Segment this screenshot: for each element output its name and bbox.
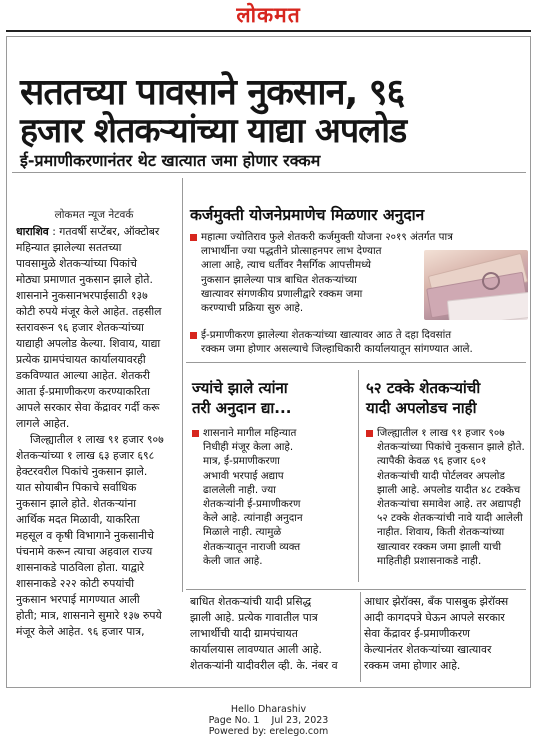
- text-line: नाहीत. शिवाय, किती शेतकऱ्यांच्या: [377, 526, 505, 539]
- text-line: पंचनामे करून त्याचा अहवाल राज्य: [16, 545, 153, 558]
- masthead-rule: [6, 30, 531, 32]
- currency-notes-photo: [424, 250, 528, 320]
- box-divider: [186, 589, 526, 590]
- column-rule: [360, 592, 361, 682]
- text-line: यात सोयाबीन पिकाचे सर्वाधिक: [16, 481, 137, 494]
- text-line: शेतकऱ्यांनी यादीवरील व्ही. के. नंबर व: [190, 659, 338, 672]
- bullet-icon: [366, 430, 373, 437]
- text-line: आधार झेरॉक्स, बँक पासबुक झेरॉक्स: [364, 595, 509, 608]
- text-line: बाधित शेतकऱ्यांची यादी प्रसिद्ध: [190, 595, 312, 608]
- footer-edition: Hello Dharashiv: [230, 704, 307, 715]
- box3-body: [366, 426, 528, 568]
- text-line: महात्मा ज्योतिराव फुले शेतकरी कर्जमुक्ती योजना २०१९ अंतर्गत पात्र: [190, 230, 522, 244]
- column-rule: [358, 370, 359, 582]
- text-line: लाभार्थीची यादी ग्रामपंचायत: [190, 627, 298, 640]
- text-line: शासनाने मागील महिन्यात: [192, 426, 352, 440]
- heading-line: ५२ टक्के शेतकऱ्यांची: [366, 379, 481, 397]
- heading-line: तरी अनुदान द्या...: [192, 399, 292, 417]
- text-line: शेतकऱ्यांच्या पिकांचे नुकसान झाले होते.: [377, 441, 525, 454]
- headline-line-2: हजार शेतकऱ्यांच्या याद्या अपलोड: [20, 111, 407, 151]
- text-line: महसूल व कृषी विभागाने नुकसानीचे: [16, 529, 154, 542]
- dateline: धाराशिव: [16, 225, 49, 238]
- text-line: खात्यावर संगणकीय प्रणालीद्वारे रक्कम जमा: [201, 287, 363, 300]
- text-line: मात्र, ई-प्रमाणीकरणा: [203, 455, 280, 468]
- text-line: शेतकऱ्यातून नाराजी व्यक्त: [203, 540, 301, 553]
- text-line: नुकसान झालेल्या पात्र बाधित शेतकऱ्यांच्या: [201, 273, 357, 286]
- text-line: नुकसान झाले होते. शेतकऱ्यांना: [16, 497, 137, 510]
- text-line: शासनाकडे पाठविला होता. याद्वारे: [16, 561, 145, 574]
- footer-page-date: Page No. 1 Jul 23, 2023: [208, 715, 329, 726]
- text-line: मंजूर केले आहेत. ९६ हजार पात्र,: [16, 625, 145, 638]
- masthead: [0, 0, 537, 30]
- text-line: आला आहे, त्याच धर्तीवर नैसर्गिक आपत्तीमध्ये: [201, 259, 371, 272]
- text-line: शेतकऱ्यांचा समावेश आहे. तर अद्यापही: [377, 498, 521, 511]
- text-line: कोटी रुपये मंजूर केले आहेत. तहसील: [16, 305, 162, 318]
- bullet-icon: [192, 430, 199, 437]
- text-line: त्यापैकी केवळ ९६ हजार ६०१: [377, 455, 487, 468]
- text-line: डकविण्यात आल्या आहेत. शेतकरी: [16, 369, 150, 382]
- text-line: पावसामुळे शेतकऱ्यांच्या पिकांचे: [16, 257, 137, 270]
- subheadline: ई-प्रमाणीकरणानंतर थेट खात्यात जमा होणार रक्कम: [20, 151, 321, 170]
- byline: लोकमत न्यूज नेटवर्क: [54, 209, 134, 221]
- heading-line: ज्यांचे झाले त्यांना: [192, 379, 288, 397]
- text-line: जिल्ह्यातील १ लाख ९१ हजार ९०७: [30, 433, 164, 446]
- text-line: कार्यालयास लावण्यात आली आहे.: [190, 643, 322, 656]
- bullet-icon: [190, 234, 197, 241]
- text-line: करण्याची प्रक्रिया सुरु आहे.: [201, 302, 304, 315]
- text-line: शासनाकडे २२२ कोटी रुपयांची: [16, 577, 135, 590]
- box-divider: [186, 362, 526, 363]
- text-line: रक्कम जमा होणार आहे.: [364, 659, 461, 672]
- text-line: धाराशिव : गतवर्षी सप्टेंबर, ऑक्टोबर: [16, 225, 160, 238]
- text-line: आता ई-प्रमाणीकरण करण्याकरिता: [16, 385, 150, 398]
- text-line: मिळाले नाही. त्यामुळे: [203, 526, 282, 539]
- section-heading-grant-demand: [192, 378, 352, 418]
- text-line: आपले सरकार सेवा केंद्रावर गर्दी करू: [16, 401, 160, 414]
- text-line: शासनाने नुकसानभरपाईसाठी १३७: [16, 289, 148, 302]
- text-line: सेवा केंद्रावर ई-प्रमाणीकरण: [364, 627, 470, 640]
- newspaper-logo: लोकमत: [236, 2, 301, 27]
- box1-paragraph-2: [190, 328, 526, 356]
- headline-line-1: सततच्या पावसाने नुकसान, ९६: [20, 72, 405, 113]
- heading-line: यादी अपलोडच नाही: [366, 399, 477, 417]
- text-line: याद्याही अपलोड केल्या. शिवाय, याद्या: [16, 337, 161, 350]
- article-column-1: [16, 224, 176, 640]
- text-line: आदी कागदपत्रे घेऊन आपले सरकार: [364, 611, 505, 624]
- article-column-2: [190, 594, 356, 674]
- text-line: जिल्ह्यातील १ लाख ९१ हजार ९०७: [366, 426, 528, 440]
- text-line: ढाललेली नाही. ज्या: [203, 483, 276, 496]
- text-line: रक्कम जमा होणार असल्याचे जिल्हाधिकारी कार्यालयातून सांगण्यात आले.: [201, 343, 473, 356]
- text-line: शेतकऱ्यांनी ई-प्रमाणीकरण: [203, 498, 301, 511]
- text-line: मोठ्या प्रमाणात नुकसान झाले होते.: [16, 273, 153, 286]
- text-line: केल्यानंतर शेतकऱ्यांच्या खात्यावर: [364, 643, 492, 656]
- headline-divider: [12, 172, 526, 173]
- section-heading-list-not-uploaded: [366, 378, 526, 418]
- article-column-3: [364, 594, 528, 674]
- column-rule: [182, 178, 183, 592]
- footer-powered-by: Powered by: erelego.com: [208, 726, 329, 737]
- text-line: लाभार्थीना ज्या पद्धतीने प्रोत्साहनपर लाभ देण्यात: [201, 245, 382, 258]
- text-line: अभावी भरपाई अद्याप: [203, 469, 284, 482]
- text-line: झाली आहे. अपलोड यादीत ४८ टक्केच: [377, 483, 521, 496]
- text-line: हेक्टरवरील पिकांचे नुकसान झाले.: [16, 465, 148, 478]
- section-heading-loan-waiver: कर्जमुक्ती योजनेप्रमाणेच मिळणार अनुदान: [190, 206, 425, 224]
- text-line: होती; मात्र, शासनाने सुमारे १३७ रुपये: [16, 609, 162, 622]
- text-line: महिन्यात झालेल्या सततच्या: [16, 241, 122, 254]
- page-footer: [0, 704, 537, 737]
- text-line: केली जात आहे.: [203, 554, 263, 567]
- text-line: लागले आहेत.: [16, 417, 70, 430]
- bullet-icon: [190, 332, 197, 339]
- text-line: ५२ टक्के शेतकऱ्यांची नावे यादी आलेली: [377, 512, 523, 525]
- box2-body: [192, 426, 352, 568]
- text-line: स्तरावरून ९६ हजार शेतकऱ्यांच्या: [16, 321, 144, 334]
- text-line: माहितीही प्रशासनाकडे नाही.: [377, 554, 482, 567]
- text-line: झाली आहे. प्रत्येक गावातील पात्र: [190, 611, 318, 624]
- text-line: निधीही मंजूर केला आहे.: [203, 441, 294, 454]
- text-line: शेतकऱ्यांची यादी पोर्टलवर अपलोड: [377, 469, 505, 482]
- text-line: नुकसान भरपाई मागण्यात आली: [16, 593, 140, 606]
- text-line: केले आहे. त्यांनाही अनुदान: [203, 512, 303, 525]
- text-line: आर्थिक मदत मिळावी, याकरिता: [16, 513, 140, 526]
- text-line: खात्यावर रक्कम जमा झाली याची: [377, 540, 502, 553]
- text-line: प्रत्येक ग्रामपंचायत कार्यालयावरही: [16, 353, 146, 366]
- text-line: शेतकऱ्यांच्या १ लाख ६३ हजार ६९८: [16, 449, 155, 462]
- text-line: ई-प्रमाणीकरण झालेल्या शेतकऱ्यांच्या खात्यावर आठ ते दहा दिवसांत: [190, 328, 526, 342]
